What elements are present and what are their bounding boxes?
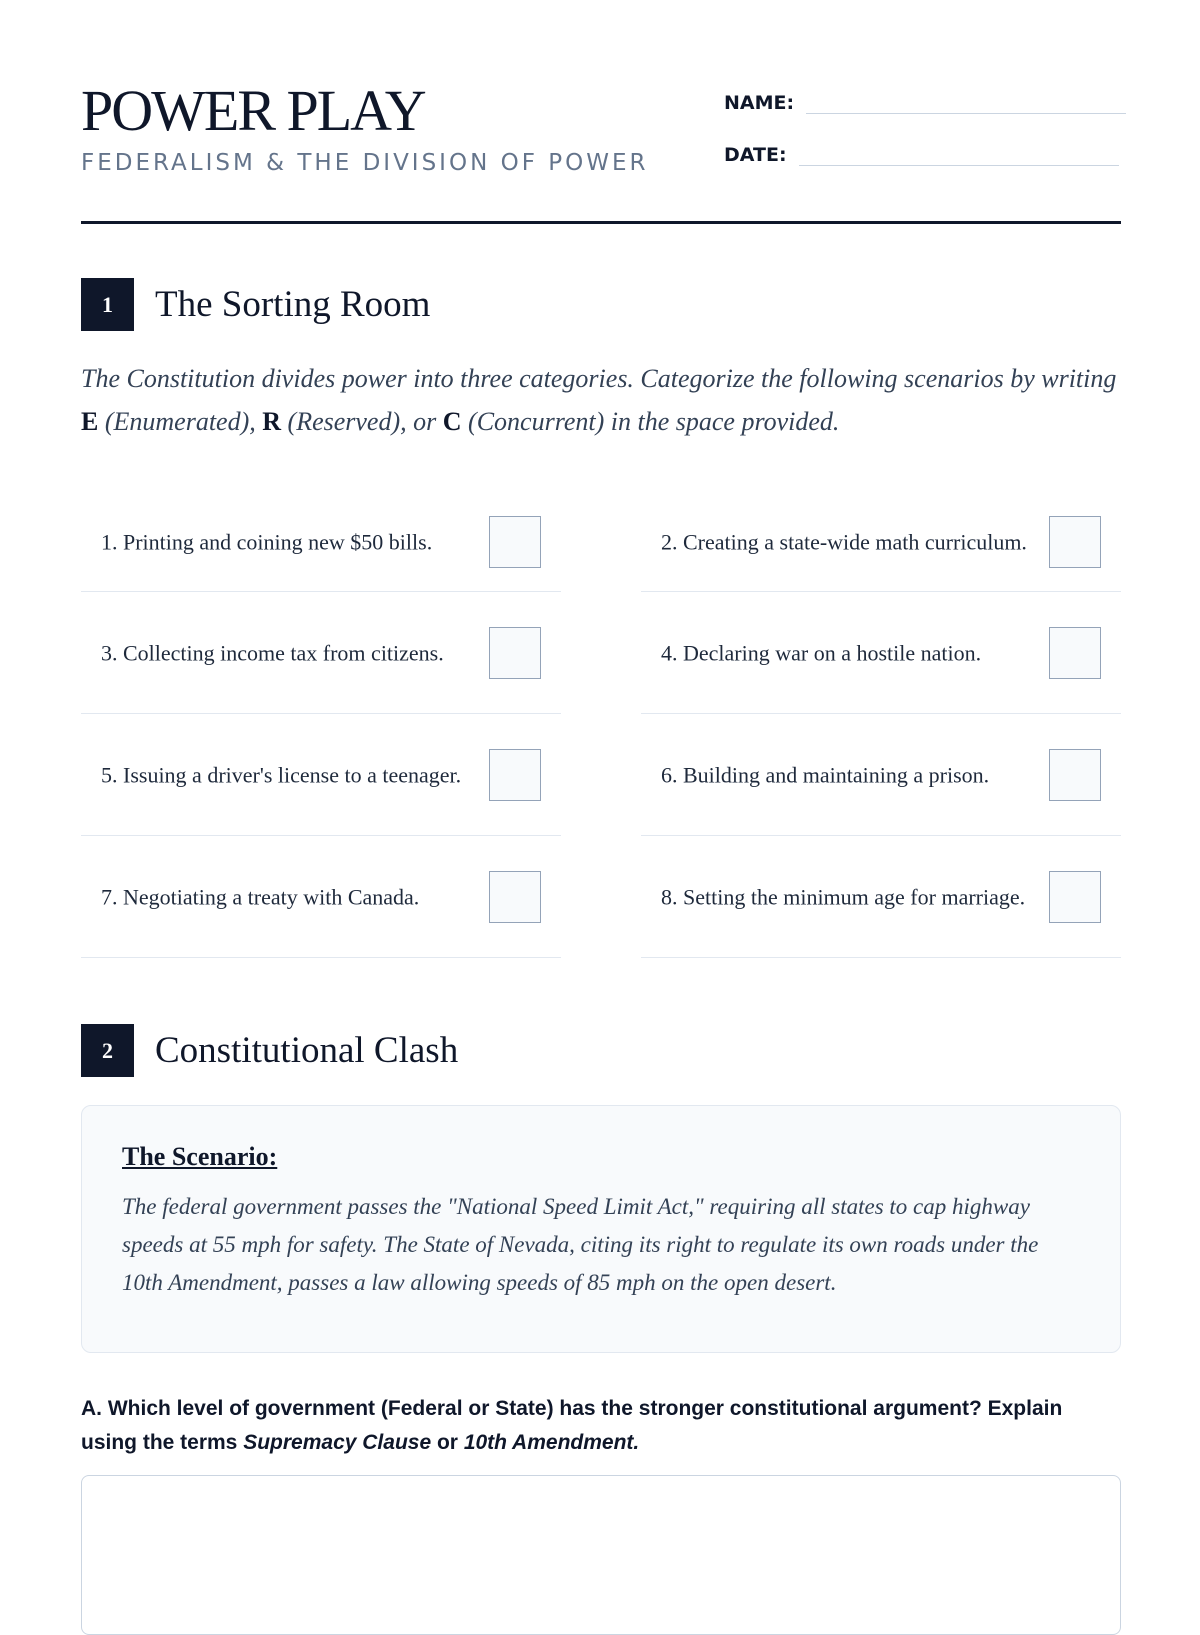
scenario-text: 8. Setting the minimum age for marriage. [661, 884, 1026, 909]
scenario-text: 5. Issuing a driver's license to a teenager. [101, 762, 462, 787]
answer-box-8[interactable] [1049, 871, 1101, 923]
name-label: NAME: [724, 92, 795, 114]
scenario-title: The Scenario: [122, 1142, 278, 1171]
answer-box-3[interactable] [489, 627, 541, 679]
scenario-item-3 [81, 592, 561, 714]
answer-box-7[interactable] [489, 871, 541, 923]
name-field[interactable] [724, 92, 1126, 114]
scenario-card [81, 1105, 1121, 1353]
scenario-item-1 [81, 492, 561, 592]
tenth-amendment-term: 10th Amendment. [463, 1431, 640, 1454]
question-a-text-2: or [431, 1431, 464, 1454]
scenario-text: 7. Negotiating a treaty with Canada. [101, 884, 420, 909]
section-1-title: The Sorting Room [155, 284, 431, 325]
section-1-instructions [81, 357, 1121, 443]
scenario-item-7 [81, 836, 561, 958]
scenario-description: The federal government passes the "National Speed Limit Act," requiring all states to cap highway speeds at 55 mph for safety. The State of Nevada, citing its right to regulate its own roads under the 10th Amendment, passes a law allowing speeds of 85 mph on the open desert. [122, 1194, 1039, 1295]
intro-text-1: The Constitution divides power into three categories. Categorize the following scenarios by writing [81, 364, 1117, 393]
section-1-badge: 1 [81, 278, 134, 331]
scenario-item-6 [641, 714, 1121, 836]
answer-box-4[interactable] [1049, 627, 1101, 679]
section-2-title: Constitutional Clash [155, 1030, 459, 1071]
question-a [81, 1392, 1121, 1460]
scenario-text: 1. Printing and coining new $50 bills. [101, 529, 433, 554]
enumerated-letter: E [81, 407, 99, 436]
answer-box-6[interactable] [1049, 749, 1101, 801]
concurrent-letter: C [442, 407, 462, 436]
worksheet-subtitle: FEDERALISM & THE DIVISION OF POWER [81, 150, 649, 176]
concurrent-text: (Concurrent) in the space provided. [461, 407, 840, 436]
name-line[interactable] [806, 93, 1126, 114]
supremacy-clause-term: Supremacy Clause [243, 1431, 432, 1454]
answer-box-5[interactable] [489, 749, 541, 801]
worksheet-header [81, 0, 1121, 224]
question-a-text-1: A. Which level of government (Federal or State) has the stronger constitutional argument? Explain using the terms [81, 1397, 1063, 1454]
answer-box-1[interactable] [489, 516, 541, 568]
question-a-answer-area[interactable] [81, 1475, 1121, 1635]
scenario-item-2 [641, 492, 1121, 592]
scenario-text: 2. Creating a state-wide math curriculum. [661, 529, 1027, 554]
reserved-text: (Reserved), or [281, 407, 443, 436]
section-2-header [81, 1024, 458, 1077]
date-field[interactable] [724, 144, 1119, 166]
scenario-text: 6. Building and maintaining a prison. [661, 762, 990, 787]
date-line[interactable] [799, 145, 1119, 166]
section-1-header [81, 278, 430, 331]
scenario-item-4 [641, 592, 1121, 714]
scenario-item-5 [81, 714, 561, 836]
worksheet-title: POWER PLAY [81, 78, 425, 143]
section-2-badge: 2 [81, 1024, 134, 1077]
scenario-text: 3. Collecting income tax from citizens. [101, 640, 444, 665]
enumerated-text: (Enumerated), [98, 407, 263, 436]
answer-box-2[interactable] [1049, 516, 1101, 568]
date-label: DATE: [724, 144, 787, 166]
scenario-item-8 [641, 836, 1121, 958]
scenario-text: 4. Declaring war on a hostile nation. [661, 640, 982, 665]
reserved-letter: R [262, 407, 282, 436]
